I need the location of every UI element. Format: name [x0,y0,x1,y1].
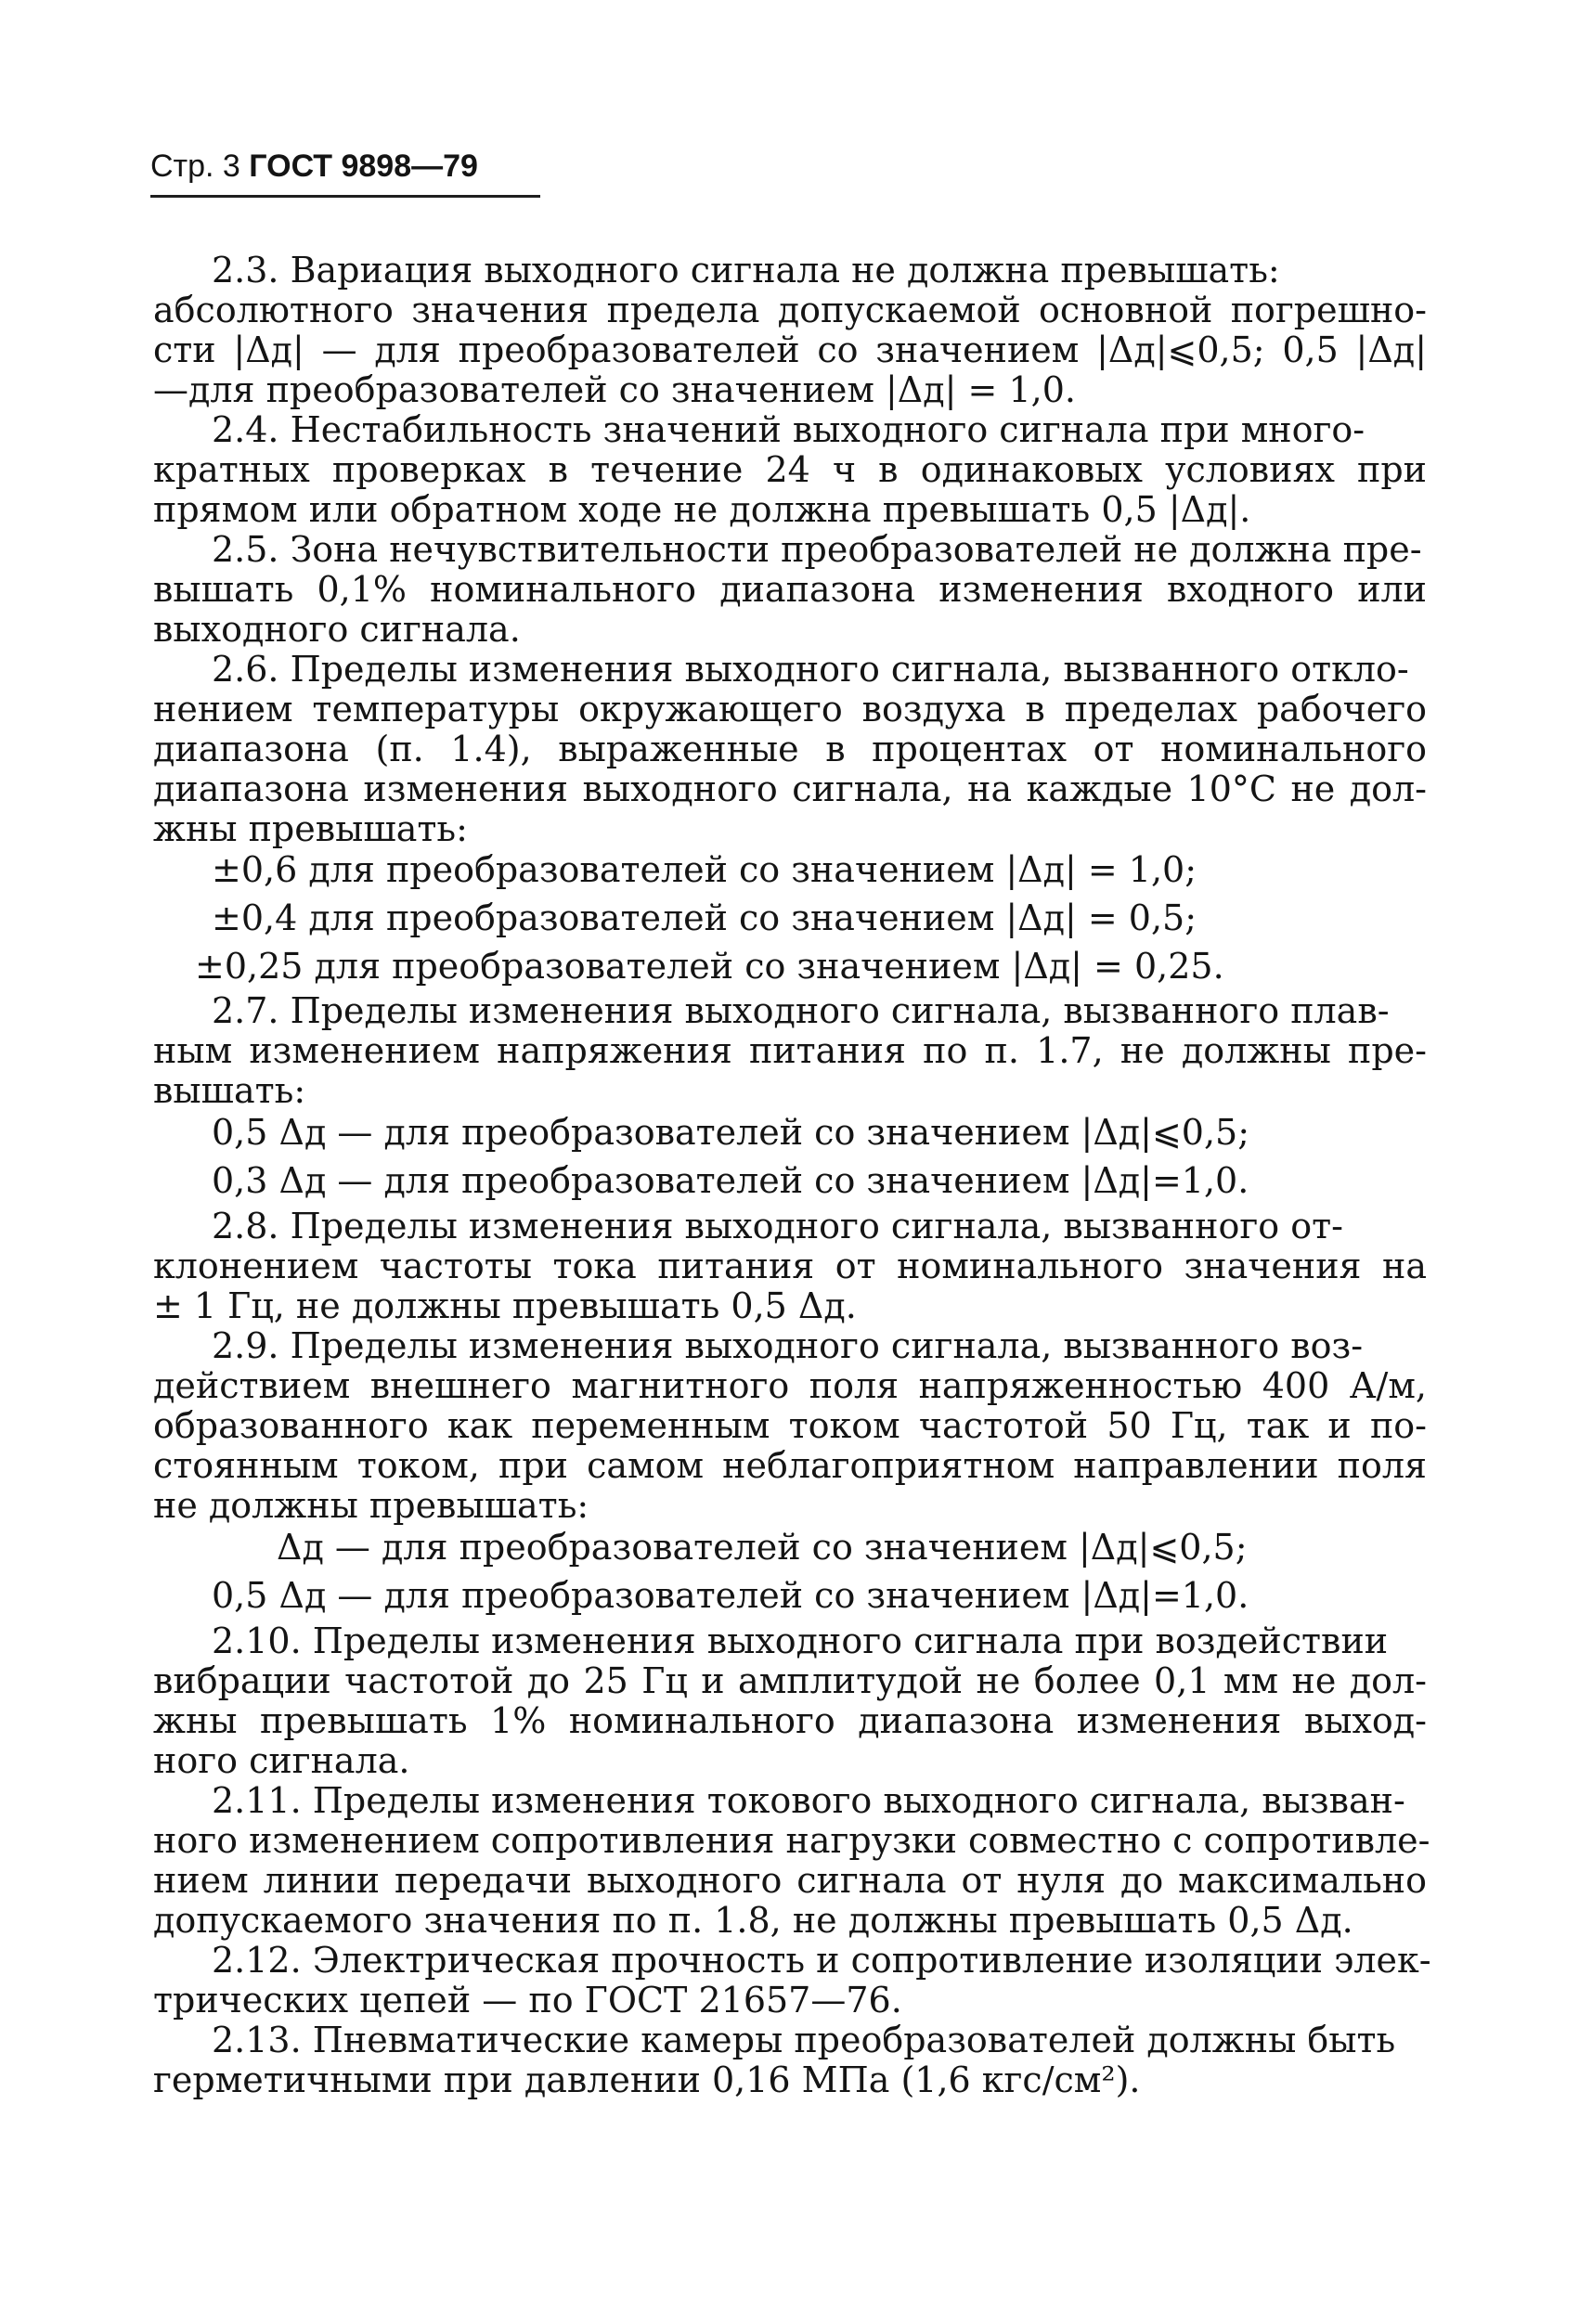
header-rule [150,195,540,198]
text-line: жны превышать: [153,808,468,849]
text-line: не должны превышать: [153,1485,589,1526]
document-number: ГОСТ 9898—79 [249,148,478,184]
text-line: 2.8. Пределы изменения выходного сигнала, вызванного от- [212,1206,1343,1246]
text-line: абсолютного значения предела допускаемой основной погрешно- [153,290,1427,330]
text-line: 2.4. Нестабильность значений выходного сигнала при много- [212,409,1365,450]
page-header [150,148,478,185]
text-line: 2.9. Пределы изменения выходного сигнала, вызванного воз- [212,1325,1364,1366]
text-line: 0,3 Δд — для преобразователей со значением |Δд|=1,0. [212,1160,1249,1201]
text-line: трических цепей — по ГОСТ 21657—76. [153,1980,902,2021]
text-line: ным изменением напряжения питания по п. 1.7, не должны пре- [153,1030,1427,1071]
text-line: 2.11. Пределы изменения токового выходного сигнала, вызван- [212,1780,1405,1821]
text-line: 2.6. Пределы изменения выходного сигнала, вызванного откло- [212,649,1409,690]
text-line: диапазона изменения выходного сигнала, на каждые 10°С не дол- [153,768,1427,809]
text-line: ±0,25 для преобразователей со значением |Δд| = 0,25. [195,946,1224,987]
text-line: —для преобразователей со значением |Δд| = 1,0. [153,369,1076,410]
text-line: 0,5 Δд — для преобразователей со значением |Δд|⩽0,5; [212,1112,1250,1153]
text-line: нением температуры окружающего воздуха в пределах рабочего [153,689,1427,729]
text-line: 2.13. Пневматические камеры преобразователей должны быть [212,2020,1396,2060]
text-line: нием линии передачи выходного сигнала от нуля до максимально [153,1860,1427,1901]
text-line: допускаемого значения по п. 1.8, не должны превышать 0,5 Δд. [153,1900,1353,1941]
text-line: сти |Δд| — для преобразователей со значением |Δд|⩽0,5; 0,5 |Δд| [153,329,1427,370]
text-line: стоянным током, при самом неблагоприятном направлении поля [153,1445,1427,1486]
text-line: ного сигнала. [153,1740,410,1781]
text-line: 2.3. Вариация выходного сигнала не должна превышать: [212,250,1280,290]
text-line: вышать 0,1% номинального диапазона изменения входного или [153,569,1427,610]
text-line: ± 1 Гц, не должны превышать 0,5 Δд. [153,1285,857,1326]
text-line: ±0,4 для преобразователей со значением |Δд| = 0,5; [212,897,1197,938]
text-line: жны превышать 1% номинального диапазона изменения выход- [153,1700,1427,1741]
text-line: клонением частоты тока питания от номинального значения на [153,1246,1427,1286]
text-line: кратных проверках в течение 24 ч в одинаковых условиях при [153,449,1427,490]
text-line: прямом или обратном ходе не должна превышать 0,5 |Δд|. [153,489,1251,530]
text-line: 0,5 Δд — для преобразователей со значением |Δд|=1,0. [212,1575,1249,1616]
text-line: действием внешнего магнитного поля напряженностью 400 А/м, [153,1365,1427,1406]
text-line: вышать: [153,1070,306,1111]
text-line: выходного сигнала. [153,609,521,650]
text-line: ного изменением сопротивления нагрузки совместно с сопротивле- [153,1820,1430,1861]
text-line: ±0,6 для преобразователей со значением |Δд| = 1,0; [212,849,1197,890]
text-line: Δд — для преобразователей со значением |Δд|⩽0,5; [277,1527,1248,1568]
text-line: 2.5. Зона нечувствительности преобразователей не должна пре- [212,529,1422,570]
page-number-label: Стр. 3 [150,148,240,184]
text-line: 2.12. Электрическая прочность и сопротивление изоляции элек- [212,1940,1431,1981]
text-line: 2.10. Пределы изменения выходного сигнала при воздействии [212,1620,1389,1661]
text-line: 2.7. Пределы изменения выходного сигнала, вызванного плав- [212,990,1390,1031]
text-line: вибрации частотой до 25 Гц и амплитудой не более 0,1 мм не дол- [153,1660,1427,1701]
text-line: герметичными при давлении 0,16 МПа (1,6 кгс/см²). [153,2059,1141,2100]
text-line: образованного как переменным током частотой 50 Гц, так и по- [153,1405,1427,1446]
text-line: диапазона (п. 1.4), выраженные в процентах от номинального [153,729,1427,769]
